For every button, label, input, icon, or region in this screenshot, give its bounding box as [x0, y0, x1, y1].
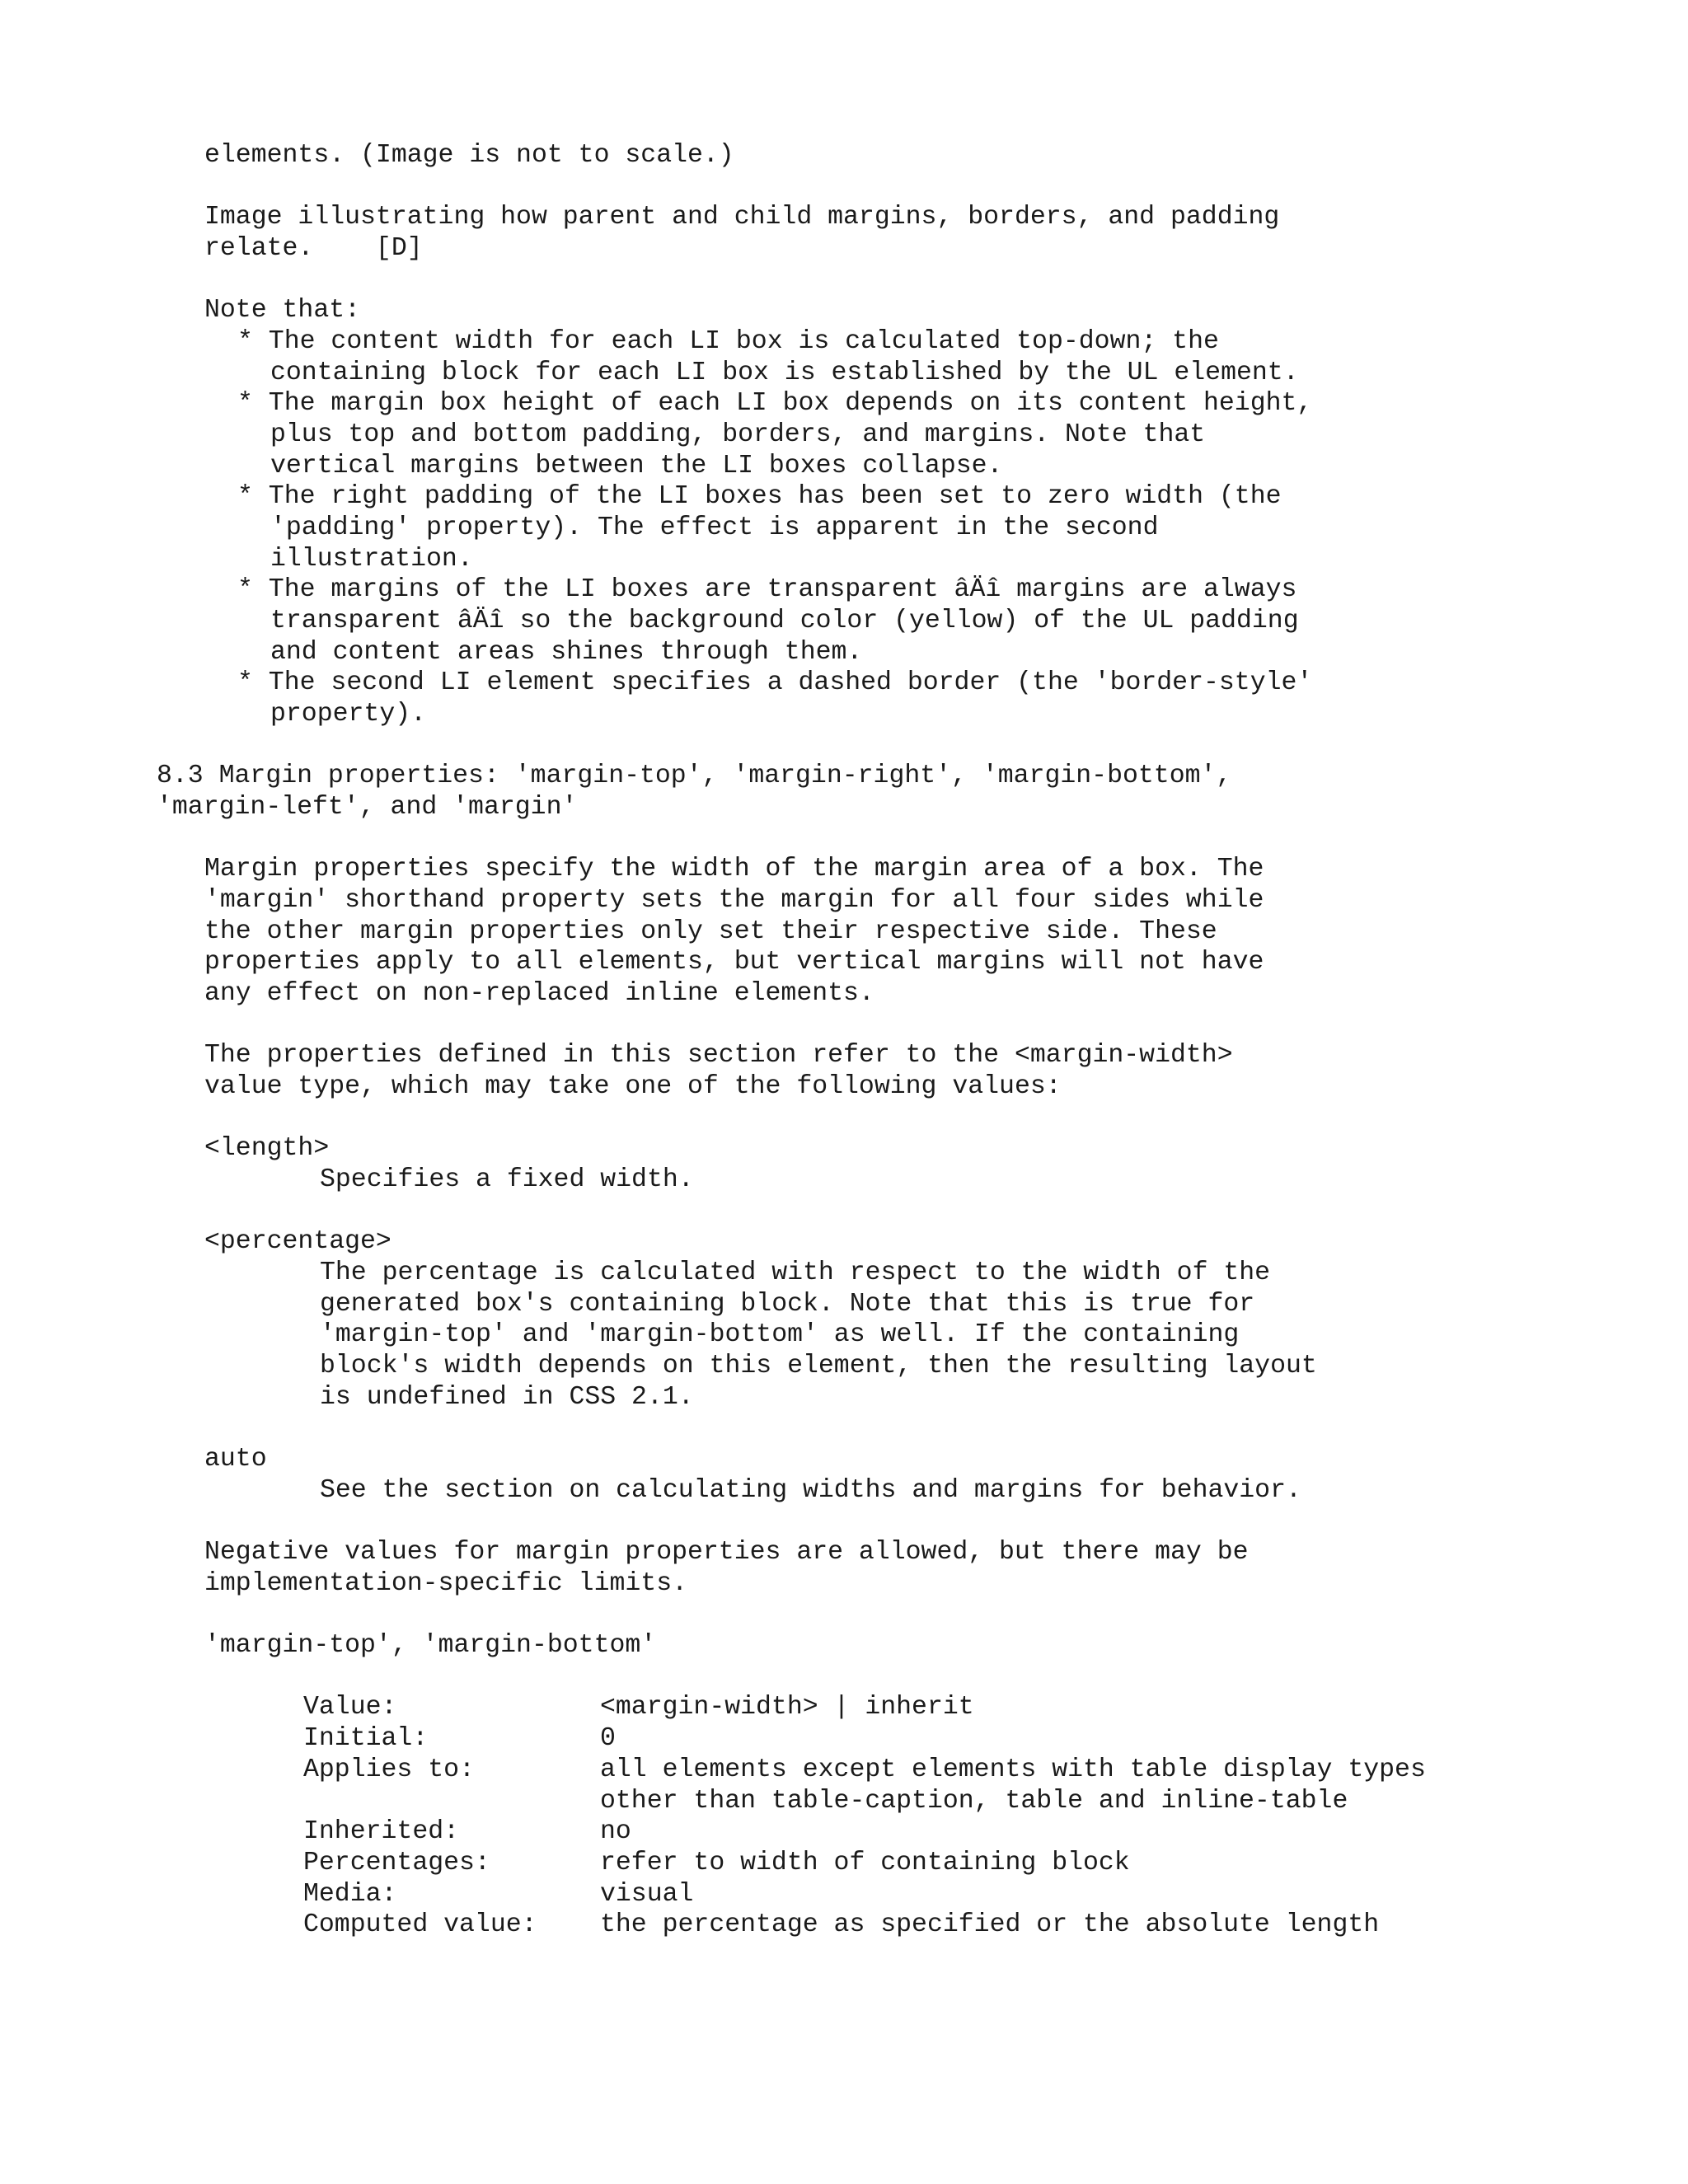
- property-name: 'margin-top', 'margin-bottom': [204, 1631, 657, 1660]
- note-1-line-1: * The content width for each LI box is calculated top-down; the: [237, 327, 1219, 356]
- def-percentage-line-1: The percentage is calculated with respect to the width of the: [320, 1258, 1271, 1287]
- def-length-line-1: Specifies a fixed width.: [320, 1165, 694, 1194]
- note-3-line-3: illustration.: [270, 545, 473, 574]
- prop-inherited: no: [600, 1817, 631, 1846]
- prop-inherited-label: Inherited:: [303, 1817, 460, 1846]
- term-auto: auto: [204, 1445, 267, 1474]
- para-1-line-3: the other margin properties only set their respective side. These: [204, 917, 1217, 946]
- note-3-line-2: 'padding' property). The effect is apparent in the second: [270, 513, 1159, 542]
- para-1-line-4: properties apply to all elements, but vertical margins will not have: [204, 948, 1264, 977]
- para-3-line-2: implementation-specific limits.: [204, 1569, 687, 1598]
- prop-value: <margin-width> | inherit: [600, 1693, 974, 1722]
- note-5-line-2: property).: [270, 700, 427, 729]
- term-length: <length>: [204, 1134, 330, 1163]
- note-1-line-2: containing block for each LI box is established by the UL element.: [270, 359, 1299, 387]
- prop-value-label: Value:: [303, 1693, 397, 1722]
- para-1-line-1: Margin properties specify the width of the margin area of a box. The: [204, 855, 1264, 883]
- section-heading-line-1: 8.3 Margin properties: 'margin-top', 'margin-right', 'margin-bottom',: [157, 762, 1232, 790]
- def-percentage-line-5: is undefined in CSS 2.1.: [320, 1383, 694, 1412]
- prop-media-label: Media:: [303, 1880, 397, 1909]
- note-heading: Note that:: [204, 296, 361, 325]
- note-4-line-2: transparent âÄî so the background color (yellow) of the UL padding: [270, 607, 1299, 635]
- note-4-line-1: * The margins of the LI boxes are transparent âÄî margins are always: [237, 575, 1297, 604]
- para-1-line-2: 'margin' shorthand property sets the margin for all four sides while: [204, 886, 1264, 915]
- prop-applies-label: Applies to:: [303, 1755, 475, 1784]
- def-percentage-line-3: 'margin-top' and 'margin-bottom' as well. If the containing: [320, 1320, 1240, 1349]
- term-percentage: <percentage>: [204, 1227, 392, 1256]
- prop-computed: the percentage as specified or the absolute length: [600, 1910, 1380, 1939]
- prop-percentages: refer to width of containing block: [600, 1849, 1130, 1877]
- prop-applies-line-1: all elements except elements with table display types: [600, 1755, 1426, 1784]
- note-2-line-2: plus top and bottom padding, borders, and margins. Note that: [270, 420, 1206, 449]
- para-3-line-1: Negative values for margin properties are allowed, but there may be: [204, 1538, 1249, 1567]
- image-caption-line-2: relate. [D]: [204, 234, 423, 263]
- note-2-line-1: * The margin box height of each LI box depends on its content height,: [237, 389, 1313, 418]
- note-5-line-1: * The second LI element specifies a dashed border (the 'border-style': [237, 668, 1313, 697]
- image-caption-line-1: Image illustrating how parent and child margins, borders, and padding: [204, 203, 1280, 232]
- prop-percentages-label: Percentages:: [303, 1849, 490, 1877]
- def-auto-line-1: See the section on calculating widths and margins for behavior.: [320, 1476, 1301, 1505]
- para-1-line-5: any effect on non-replaced inline elements.: [204, 979, 874, 1008]
- para-2-line-1: The properties defined in this section refer to the <margin-width>: [204, 1041, 1233, 1070]
- para-2-line-2: value type, which may take one of the following values:: [204, 1072, 1062, 1101]
- def-percentage-line-2: generated box's containing block. Note that this is true for: [320, 1290, 1255, 1319]
- prop-media: visual: [600, 1880, 694, 1909]
- prop-initial: 0: [600, 1724, 616, 1753]
- note-2-line-3: vertical margins between the LI boxes collapse.: [270, 452, 1003, 480]
- prop-initial-label: Initial:: [303, 1724, 429, 1753]
- note-3-line-1: * The right padding of the LI boxes has been set to zero width (the: [237, 482, 1282, 511]
- def-percentage-line-4: block's width depends on this element, then the resulting layout: [320, 1352, 1317, 1380]
- prop-computed-label: Computed value:: [303, 1910, 537, 1939]
- note-4-line-3: and content areas shines through them.: [270, 638, 863, 667]
- intro-line-1: elements. (Image is not to scale.): [204, 141, 734, 170]
- prop-applies-line-2: other than table-caption, table and inline-table: [600, 1787, 1348, 1816]
- section-heading-line-2: 'margin-left', and 'margin': [157, 793, 578, 822]
